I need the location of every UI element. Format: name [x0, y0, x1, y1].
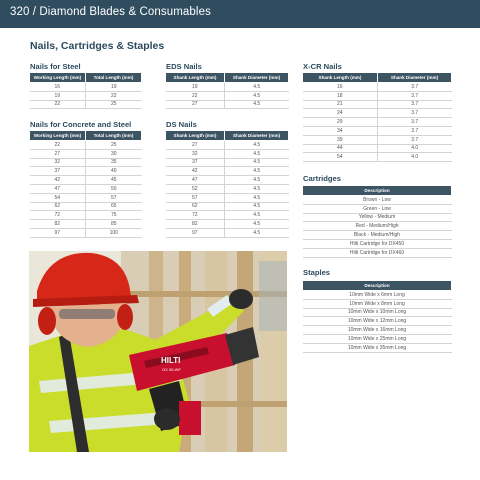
nail-gun-brand-text: HILTI — [161, 356, 181, 365]
table-cell: 35 — [86, 158, 142, 167]
table-row — [30, 149, 142, 158]
table-row — [303, 109, 452, 118]
table-cell: 85 — [86, 220, 142, 229]
table-cell: 10mm Wide x 8mm Long — [303, 299, 452, 308]
table-cell: 16 — [30, 83, 86, 92]
nails-concrete-title: Nails for Concrete and Steel — [30, 120, 132, 129]
table-cell: 50 — [86, 184, 142, 193]
table-cell: 4.5 — [225, 176, 289, 185]
table-cell: 22 — [30, 141, 86, 150]
table-cell: 4.5 — [225, 193, 289, 202]
table-row — [303, 343, 452, 352]
table-cell: 10mm Wide x 16mm Long — [303, 326, 452, 335]
ds-nails-title: DS Nails — [166, 120, 197, 129]
column-header: Description — [303, 186, 452, 196]
table-row — [166, 202, 289, 211]
table-cell: 16 — [303, 83, 378, 92]
table-cell: 4.5 — [225, 220, 289, 229]
table-cell: 22 — [166, 91, 225, 100]
table-cell: 39 — [303, 135, 378, 144]
table-cell: 100 — [86, 228, 142, 237]
page-header-title: 320 / Diamond Blades & Consumables — [10, 6, 211, 18]
table-row — [30, 176, 142, 185]
table-row — [166, 167, 289, 176]
table-cell: 19 — [86, 83, 142, 92]
table-cell: 10mm Wide x 35mm Long — [303, 343, 452, 352]
table-row — [30, 220, 142, 229]
table-cell: 25 — [86, 100, 142, 109]
worker-with-nail-gun-photo — [29, 251, 287, 452]
table-cell: 82 — [166, 220, 225, 229]
table-row — [30, 167, 142, 176]
table-cell: 29 — [303, 118, 378, 127]
table-cell: 30 — [86, 149, 142, 158]
nail-gun-model-text: GX 90-WF — [162, 367, 181, 372]
table-cell: 45 — [86, 176, 142, 185]
table-row — [303, 91, 452, 100]
table-cell: 72 — [30, 211, 86, 220]
column-header: Shank Diameter (mm) — [225, 73, 289, 83]
table-cell: Red - Medium/High — [303, 222, 452, 231]
page-title: Nails, Cartridges & Staples — [30, 40, 165, 52]
table-cell: 4.5 — [225, 184, 289, 193]
table-cell: 19 — [30, 91, 86, 100]
staples-table — [302, 280, 452, 353]
table-cell: 3.7 — [378, 135, 452, 144]
ds-nails-table — [165, 130, 289, 238]
column-header: Total Length (mm) — [86, 131, 142, 141]
table-cell: 54 — [303, 153, 378, 162]
table-cell: 4.0 — [378, 144, 452, 153]
cartridges-title: Cartridges — [303, 174, 341, 183]
table-cell: 32 — [166, 149, 225, 158]
table-row — [303, 222, 452, 231]
column-header: Shank Length (mm) — [303, 73, 378, 83]
table-row — [303, 326, 452, 335]
eds-nails-table — [165, 72, 289, 109]
table-row — [166, 184, 289, 193]
table-cell: 3.7 — [378, 118, 452, 127]
table-row — [30, 141, 142, 150]
table-cell: 75 — [86, 211, 142, 220]
table-row — [166, 228, 289, 237]
table-row — [303, 308, 452, 317]
table-cell: 10mm Wide x 6mm Long — [303, 291, 452, 300]
table-cell: 3.7 — [378, 109, 452, 118]
nails-concrete-table — [29, 130, 142, 238]
table-cell: 52 — [166, 184, 225, 193]
xcr-nails-title: X-CR Nails — [303, 62, 342, 71]
table-row — [303, 83, 452, 92]
table-row — [303, 248, 452, 257]
table-row — [303, 118, 452, 127]
table-cell: 32 — [30, 158, 86, 167]
column-header: Working Length (mm) — [30, 73, 86, 83]
column-header: Working Length (mm) — [30, 131, 86, 141]
table-row — [303, 135, 452, 144]
table-cell: 27 — [166, 100, 225, 109]
column-header: Description — [303, 281, 452, 291]
table-row — [166, 193, 289, 202]
table-cell: 62 — [166, 202, 225, 211]
nails-steel-table — [29, 72, 142, 109]
table-header-row — [166, 131, 289, 141]
table-row — [303, 153, 452, 162]
table-cell: 25 — [86, 141, 142, 150]
table-cell: 4.5 — [225, 83, 289, 92]
column-header: Shank Diameter (mm) — [225, 131, 289, 141]
nails-steel-title: Nails for Steel — [30, 62, 81, 71]
table-cell: Brown - Low — [303, 196, 452, 205]
table-row — [30, 83, 142, 92]
table-cell: 19 — [166, 83, 225, 92]
column-header: Shank Length (mm) — [166, 73, 225, 83]
table-cell: 42 — [30, 176, 86, 185]
table-cell: 97 — [166, 228, 225, 237]
table-row — [166, 149, 289, 158]
table-row — [303, 196, 452, 205]
table-row — [166, 91, 289, 100]
table-cell: 44 — [303, 144, 378, 153]
table-row — [303, 126, 452, 135]
table-row — [30, 202, 142, 211]
table-cell: Green - Low — [303, 204, 452, 213]
table-header-row — [303, 73, 452, 83]
table-row — [303, 299, 452, 308]
table-row — [303, 144, 452, 153]
table-row — [303, 213, 452, 222]
table-cell: 10mm Wide x 25mm Long — [303, 334, 452, 343]
table-cell: 3.7 — [378, 91, 452, 100]
table-cell: 3.7 — [378, 126, 452, 135]
table-row — [166, 220, 289, 229]
table-row — [303, 231, 452, 240]
table-cell: Hilti Cartridge for DX460 — [303, 248, 452, 257]
table-cell: 4.5 — [225, 100, 289, 109]
table-row — [166, 158, 289, 167]
table-row — [30, 211, 142, 220]
table-header-row — [30, 73, 142, 83]
table-cell: 4.5 — [225, 228, 289, 237]
table-cell: 3.7 — [378, 100, 452, 109]
table-cell: 82 — [30, 220, 86, 229]
table-row — [30, 193, 142, 202]
column-header: Shank Length (mm) — [166, 131, 225, 141]
table-cell: Yellow - Medium — [303, 213, 452, 222]
table-cell: 97 — [30, 228, 86, 237]
table-cell: 4.5 — [225, 158, 289, 167]
table-cell: 24 — [303, 109, 378, 118]
table-cell: 27 — [166, 141, 225, 150]
page-header-bar — [0, 0, 480, 28]
table-row — [166, 100, 289, 109]
column-header: Shank Diameter (mm) — [378, 73, 452, 83]
table-cell: 4.5 — [225, 141, 289, 150]
table-row — [303, 317, 452, 326]
table-cell: 34 — [303, 126, 378, 135]
table-cell: 4.5 — [225, 149, 289, 158]
column-header: Total Length (mm) — [86, 73, 142, 83]
table-cell: 57 — [166, 193, 225, 202]
table-cell: 65 — [86, 202, 142, 211]
staples-title: Staples — [303, 268, 331, 277]
table-row — [30, 228, 142, 237]
table-row — [303, 100, 452, 109]
table-row — [303, 334, 452, 343]
table-cell: 40 — [86, 167, 142, 176]
table-row — [30, 158, 142, 167]
table-row — [303, 239, 452, 248]
table-row — [303, 291, 452, 300]
table-row — [166, 141, 289, 150]
table-cell: 37 — [166, 158, 225, 167]
table-cell: 4.5 — [225, 91, 289, 100]
table-cell: 4.5 — [225, 211, 289, 220]
table-row — [30, 100, 142, 109]
table-cell: 4.5 — [225, 167, 289, 176]
table-cell: 27 — [30, 149, 86, 158]
table-cell: 3.7 — [378, 83, 452, 92]
table-cell: 57 — [86, 193, 142, 202]
cartridges-table — [302, 185, 452, 258]
table-cell: 42 — [166, 167, 225, 176]
table-row — [30, 91, 142, 100]
table-cell: Black - Medium/High — [303, 231, 452, 240]
table-cell: 37 — [30, 167, 86, 176]
table-row — [30, 184, 142, 193]
table-row — [303, 204, 452, 213]
table-cell: 72 — [166, 211, 225, 220]
table-cell: 54 — [30, 193, 86, 202]
table-cell: 10mm Wide x 12mm Long — [303, 317, 452, 326]
xcr-nails-table — [302, 72, 452, 162]
table-header-row — [30, 131, 142, 141]
table-cell: 18 — [303, 91, 378, 100]
table-header-row — [303, 186, 452, 196]
table-cell: Hilti Cartridge for DX450 — [303, 239, 452, 248]
table-row — [166, 211, 289, 220]
table-cell: 4.0 — [378, 153, 452, 162]
table-cell: 10mm Wide x 10mm Long — [303, 308, 452, 317]
table-cell: 21 — [303, 100, 378, 109]
table-cell: 47 — [30, 184, 86, 193]
table-cell: 62 — [30, 202, 86, 211]
table-cell: 47 — [166, 176, 225, 185]
table-cell: 4.5 — [225, 202, 289, 211]
table-row — [166, 83, 289, 92]
table-row — [166, 176, 289, 185]
table-cell: 22 — [86, 91, 142, 100]
table-header-row — [166, 73, 289, 83]
eds-nails-title: EDS Nails — [166, 62, 202, 71]
table-cell: 22 — [30, 100, 86, 109]
table-header-row — [303, 281, 452, 291]
